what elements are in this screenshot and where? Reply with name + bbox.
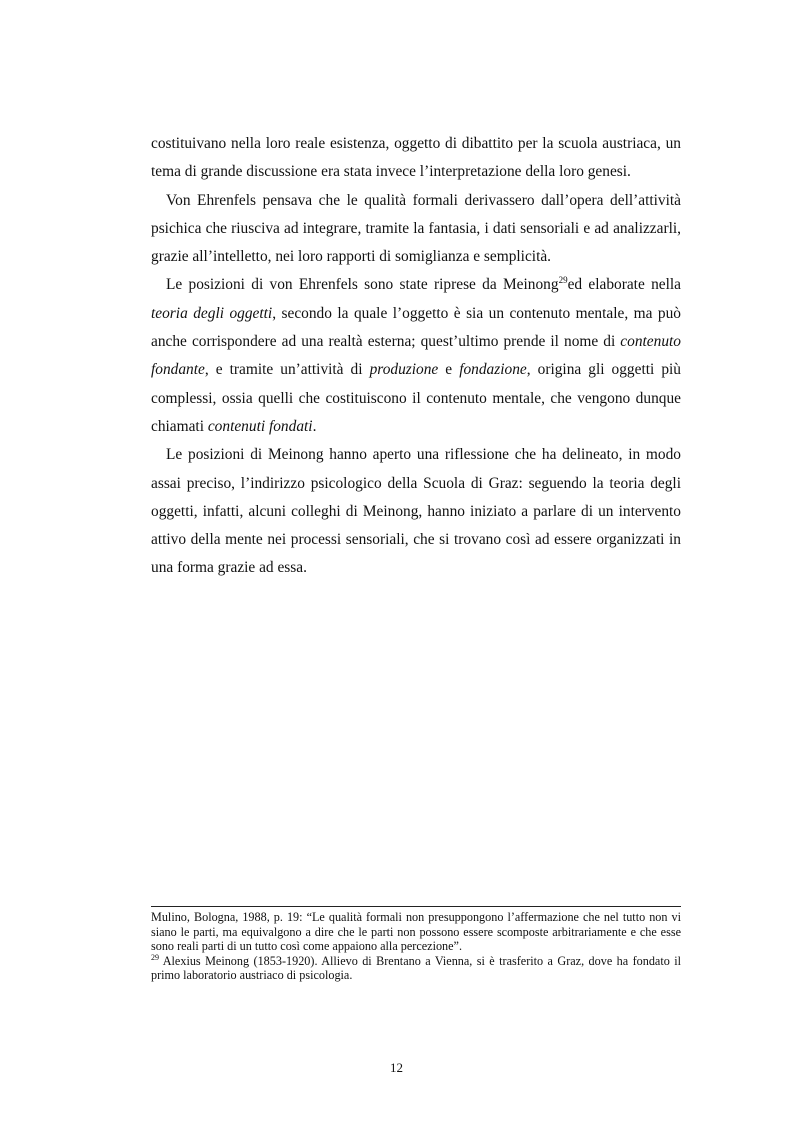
footnote-separator [151,906,681,907]
paragraph-3-text: Le posizioni di von Ehrenfels sono state riprese da Meinong [166,276,559,294]
footnote-29 [151,954,681,983]
main-text [151,130,681,583]
paragraph-3-text: , secondo la quale l’oggetto è sia un contenuto mentale, ma può anche corrispondere ad una realtà esterna; quest’ultimo prende il nome di [151,304,681,351]
footnotes [151,910,681,983]
footnote-29-number: 29 [151,952,159,962]
paragraph-4: Le posizioni di Meinong hanno aperto una riflessione che ha delineato, in modo assai preciso, l’indirizzo psicologico della Scuola di Graz: seguendo la teoria degli oggetti, infatti, alcuni colleghi di Meinong, hanno iniziato a parlare di un intervento attivo della mente nei processi sensoriali, che si trovano così ad essere organizzati in una forma grazie ad essa. [151,446,681,577]
paragraph-3-text: . [312,417,317,435]
footnote-ref-29[interactable]: 29 [558,275,568,286]
page-number: 12 [390,1060,403,1075]
term-contenuti-fondati: contenuti fondati [207,417,313,435]
paragraph-3 [151,271,681,441]
footnote-29-text: Alexius Meinong (1853-1920). Allievo di Brentano a Vienna, si è trasferito a Graz, dove ha fondato il primo laboratorio austriaco di psicologia. [151,953,681,983]
paragraph-3-text: ed elaborate nella [567,276,681,294]
term-contenuto-fondante: contenuto fondante [151,333,681,379]
term-produzione: produzione [369,361,439,379]
term-fondazione: fondazione [459,361,527,379]
footnote-continuation: Mulino, Bologna, 1988, p. 19: “Le qualità formali non presuppongono l’affermazione che nel tutto non vi siano le parti, ma equivalgono a dire che le parti non possono essere scomposte arbitrariamente e che esse sono reali parti di un tutto così come appaiono alla percezione”. [151,910,681,954]
term-teoria-degli-oggetti: teoria degli oggetti [151,304,273,322]
paragraph-1: costituivano nella loro reale esistenza, oggetto di dibattito per la scuola austriaca, un tema di grande discussione era stata invece l’interpretazione della loro genesi. [151,135,681,181]
paragraph-2: Von Ehrenfels pensava che le qualità formali derivassero dall’opera dell’attività psichica che riusciva ad integrare, tramite la fantasia, i dati sensoriali e ad analizzarli, grazie all’intelletto, nei loro rapporti di somiglianza e semplicità. [151,191,681,266]
paragraph-3-text: , e tramite un’attività di [204,361,370,379]
paragraph-3-text: , origina gli oggetti più complessi, ossia quelli che costituiscono il contenuto mentale, che vengono dunque chiamati [151,361,681,435]
paragraph-3-text: e [438,361,460,379]
